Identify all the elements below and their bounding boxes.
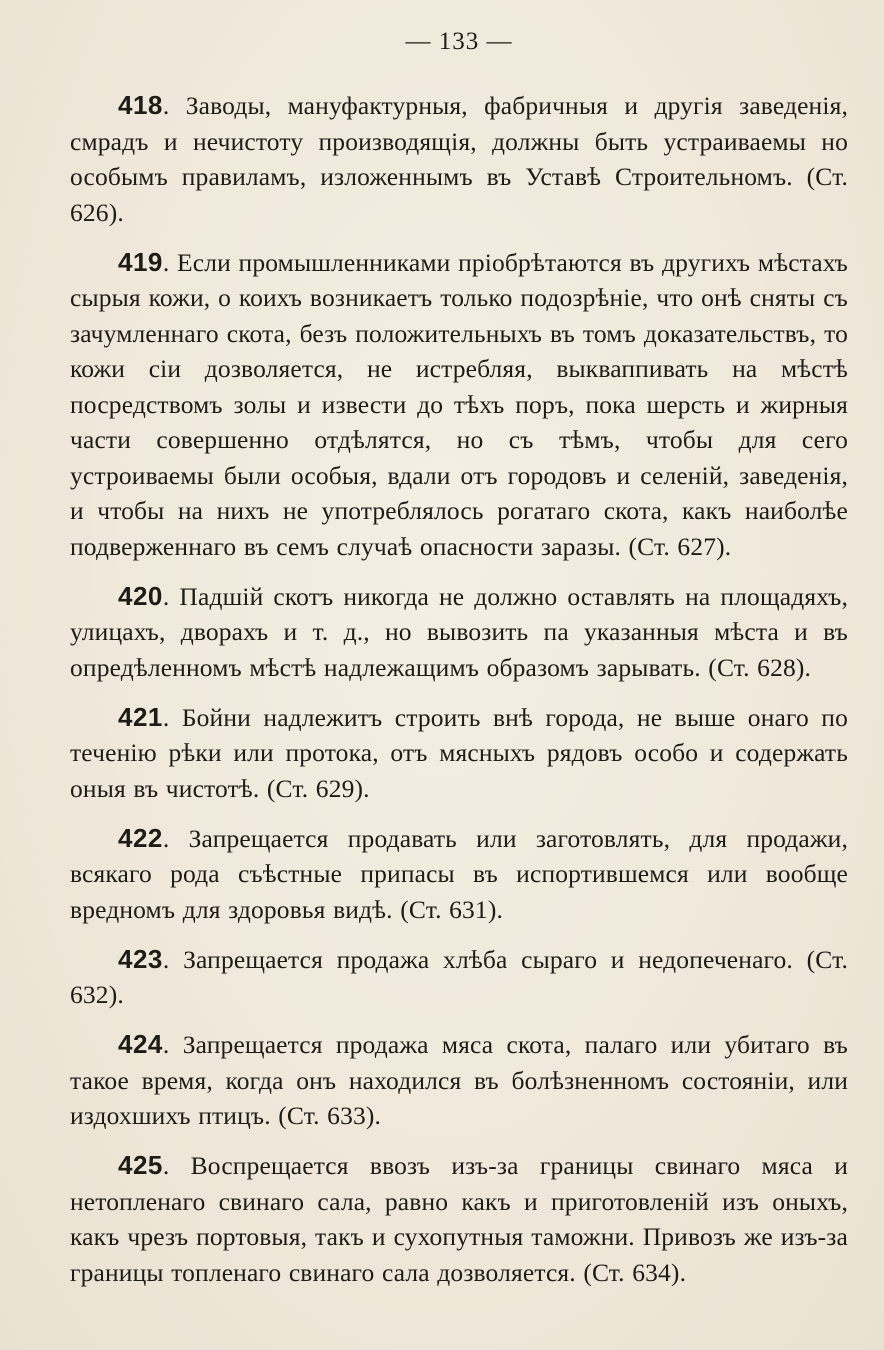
page-body bbox=[70, 22, 848, 1290]
article-420 bbox=[70, 579, 848, 686]
page-number: — 133 — bbox=[405, 28, 513, 55]
article-number: 424 bbox=[118, 1029, 163, 1059]
article-number: 420 bbox=[118, 580, 163, 611]
article-text: . Если промышленниками пріобрѣтаются въ другихъ мѣстахъ сырыя кожи, о коихъ возникаетъ только подозрѣніе, что онѣ сняты съ зачумленнаго скота, безъ положительныхъ въ томъ доказательствъ, то кожи сіи дозволяется, не истребляя, выкваппивать на мѣстѣ посредствомъ золы и извести до тѣхъ поръ, пока шерсть и жирныя части совершенно отдѣлятся, но съ тѣмъ, чтобы для сего устроиваемы были особыя, вдали отъ городовъ и селеній, заведенія, и чтобы на нихъ не употреблялось рогатаго скота, какъ наиболѣе подверженнаго въ семъ случаѣ опасности заразы. (Ст. 627). bbox=[70, 247, 848, 561]
article-text: . Заводы, мануфактурныя, фабричныя и другія заведенія, смрадъ и нечистоту производящія, должны быть устраиваемы но особымъ правиламъ, изложеннымъ въ Уставѣ Строительномъ. (Ст. 626). bbox=[70, 91, 848, 227]
article-number: 425 bbox=[118, 1150, 163, 1180]
article-text: . Запрещается продавать или заготовлять, для продажи, всякаго рода съѣстные припасы въ испортившемся или вообще вредномъ для здоровья видѣ. (Ст. 631). bbox=[70, 823, 848, 924]
article-424 bbox=[70, 1027, 848, 1134]
article-423 bbox=[70, 942, 848, 1013]
article-421 bbox=[70, 700, 848, 807]
article-text: . Падшій скотъ никогда не должно оставлять на площадяхъ, улицахъ, дворахъ и т. д., но вывозить па указанныя мѣста и въ опредѣленномъ мѣстѣ надлежащимъ образомъ зарывать. (Ст. 628). bbox=[70, 581, 848, 682]
article-422 bbox=[70, 821, 848, 928]
article-number: 418 bbox=[118, 90, 163, 120]
article-number: 419 bbox=[118, 246, 163, 277]
article-419 bbox=[70, 245, 848, 565]
article-text: . Запрещается продажа хлѣба сыраго и недопеченаго. (Ст. 632). bbox=[70, 944, 848, 1009]
article-425 bbox=[70, 1148, 848, 1290]
article-text: . Бойни надлежитъ строить внѣ города, не выше онаго по теченію рѣки или протока, отъ мясныхъ рядовъ особо и содержать оныя въ чистотѣ. (Ст. 629). bbox=[70, 702, 848, 803]
article-text: . Воспрещается ввозъ изъ-за границы свинаго мяса и нетопленаго свинаго сала, равно какъ и приготовленій изъ оныхъ, какъ чрезъ портовыя, такъ и сухопутныя таможни. Привозъ же изъ-за границы топленаго свинаго сала дозволяется. (Ст. 634). bbox=[70, 1151, 848, 1287]
article-418 bbox=[70, 88, 848, 230]
article-number: 422 bbox=[118, 822, 163, 853]
article-number: 423 bbox=[118, 943, 163, 974]
article-text: . Запрещается продажа мяса скота, палаго или убитаго въ такое время, когда онъ находился въ болѣзненномъ состояніи, или издохшихъ птицъ. (Ст. 633). bbox=[70, 1030, 848, 1130]
article-number: 421 bbox=[118, 701, 163, 732]
